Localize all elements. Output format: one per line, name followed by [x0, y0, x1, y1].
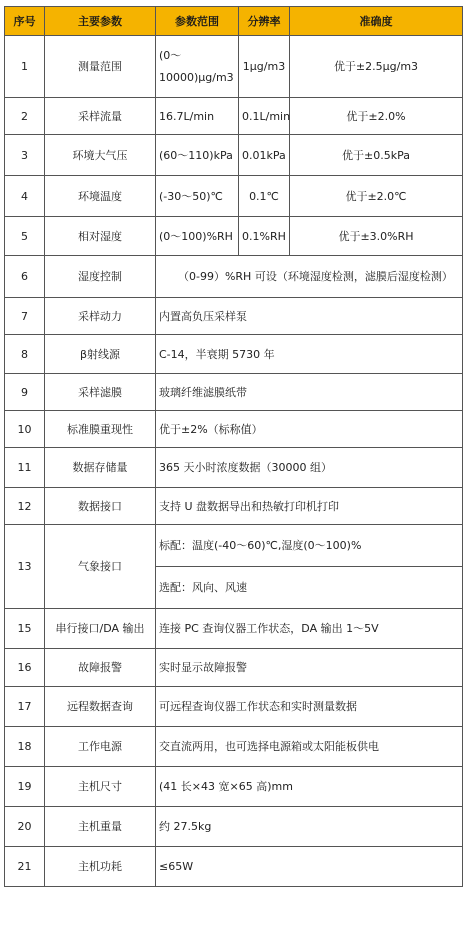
header-resolution: 分辨率 — [239, 7, 290, 36]
table-row — [5, 448, 463, 488]
row-value: 支持 U 盘数据导出和热敏打印机打印 — [156, 488, 463, 525]
row-param: 远程数据查询 — [45, 687, 156, 727]
row-no: 21 — [5, 847, 45, 887]
row-param: 采样动力 — [45, 298, 156, 335]
row-no: 20 — [5, 807, 45, 847]
row-value: 可远程查询仪器工作状态和实时测量数据 — [156, 687, 463, 727]
row-no: 2 — [5, 98, 45, 135]
row-param: 测量范围 — [45, 36, 156, 98]
header-row — [5, 7, 463, 36]
table-row — [5, 609, 463, 649]
table-row — [5, 847, 463, 887]
row-param: β射线源 — [45, 335, 156, 374]
table-row — [5, 488, 463, 525]
row-param: 故障报警 — [45, 649, 156, 687]
row-param: 环境大气压 — [45, 135, 156, 176]
row-value: 约 27.5kg — [156, 807, 463, 847]
row-no: 17 — [5, 687, 45, 727]
row-value: 优于±2%（标称值） — [156, 411, 463, 448]
row-value: 玻璃纤维滤膜纸带 — [156, 374, 463, 411]
header-range: 参数范围 — [156, 7, 239, 36]
row-param: 湿度控制 — [45, 256, 156, 298]
row-param: 主机尺寸 — [45, 767, 156, 807]
table-row — [5, 767, 463, 807]
row-no: 13 — [5, 525, 45, 609]
table-row — [5, 807, 463, 847]
table-row — [5, 335, 463, 374]
table-row — [5, 525, 463, 567]
row-no: 16 — [5, 649, 45, 687]
table-row — [5, 217, 463, 256]
row-no: 10 — [5, 411, 45, 448]
row-no: 8 — [5, 335, 45, 374]
row-param: 数据存储量 — [45, 448, 156, 488]
header-param: 主要参数 — [45, 7, 156, 36]
row-no: 11 — [5, 448, 45, 488]
table-row — [5, 256, 463, 298]
row-no: 7 — [5, 298, 45, 335]
row-no: 5 — [5, 217, 45, 256]
row-value: 连接 PC 查询仪器工作状态，DA 输出 1～5V — [156, 609, 463, 649]
table-row — [5, 98, 463, 135]
row-resolution: 0.1L/min — [239, 98, 290, 135]
row-accuracy: 优于±2.0% — [290, 98, 463, 135]
row-resolution: 0.01kPa — [239, 135, 290, 176]
row-no: 19 — [5, 767, 45, 807]
row-resolution: 1μg/m3 — [239, 36, 290, 98]
row-range: (60～110)kPa — [156, 135, 239, 176]
table-row — [5, 687, 463, 727]
row-resolution: 0.1℃ — [239, 176, 290, 217]
row-no: 6 — [5, 256, 45, 298]
spec-table — [4, 6, 463, 887]
row-param: 环境温度 — [45, 176, 156, 217]
row-param: 串行接口/DA 输出 — [45, 609, 156, 649]
row-no: 15 — [5, 609, 45, 649]
table-row — [5, 374, 463, 411]
row-range: (0～100)%RH — [156, 217, 239, 256]
row-value: (41 长×43 宽×65 高)mm — [156, 767, 463, 807]
row-no: 4 — [5, 176, 45, 217]
row-range: (-30～50)℃ — [156, 176, 239, 217]
table-row — [5, 727, 463, 767]
row-param: 采样流量 — [45, 98, 156, 135]
header-accuracy: 准确度 — [290, 7, 463, 36]
row-accuracy: 优于±0.5kPa — [290, 135, 463, 176]
row-param: 工作电源 — [45, 727, 156, 767]
row-param: 气象接口 — [45, 525, 156, 609]
row-value-optional: 选配：风向、风速 — [156, 567, 463, 609]
row-range: (0～10000)μg/m3 — [156, 36, 239, 98]
row-value: （0-99）%RH 可设（环境湿度检测，滤膜后湿度检测） — [156, 256, 463, 298]
row-accuracy: 优于±2.0℃ — [290, 176, 463, 217]
row-accuracy: 优于±3.0%RH — [290, 217, 463, 256]
row-param: 相对湿度 — [45, 217, 156, 256]
table-row — [5, 649, 463, 687]
row-param: 采样滤膜 — [45, 374, 156, 411]
row-param: 主机功耗 — [45, 847, 156, 887]
row-resolution: 0.1%RH — [239, 217, 290, 256]
table-row — [5, 298, 463, 335]
row-no: 18 — [5, 727, 45, 767]
table-row — [5, 411, 463, 448]
row-no: 9 — [5, 374, 45, 411]
table-row — [5, 36, 463, 98]
row-no: 12 — [5, 488, 45, 525]
row-value: 实时显示故障报警 — [156, 649, 463, 687]
table-row — [5, 176, 463, 217]
row-accuracy: 优于±2.5μg/m3 — [290, 36, 463, 98]
row-param: 数据接口 — [45, 488, 156, 525]
row-value: 内置高负压采样泵 — [156, 298, 463, 335]
row-value: 交直流两用，也可选择电源箱或太阳能板供电 — [156, 727, 463, 767]
row-value: 365 天小时浓度数据（30000 组） — [156, 448, 463, 488]
row-no: 1 — [5, 36, 45, 98]
row-no: 3 — [5, 135, 45, 176]
row-range: 16.7L/min — [156, 98, 239, 135]
row-param: 主机重量 — [45, 807, 156, 847]
table-row — [5, 135, 463, 176]
row-value: 标配：温度(-40～60)℃,湿度(0～100)% — [156, 525, 463, 567]
header-no: 序号 — [5, 7, 45, 36]
row-value: C-14，半衰期 5730 年 — [156, 335, 463, 374]
row-value: ≤65W — [156, 847, 463, 887]
row-param: 标准膜重现性 — [45, 411, 156, 448]
